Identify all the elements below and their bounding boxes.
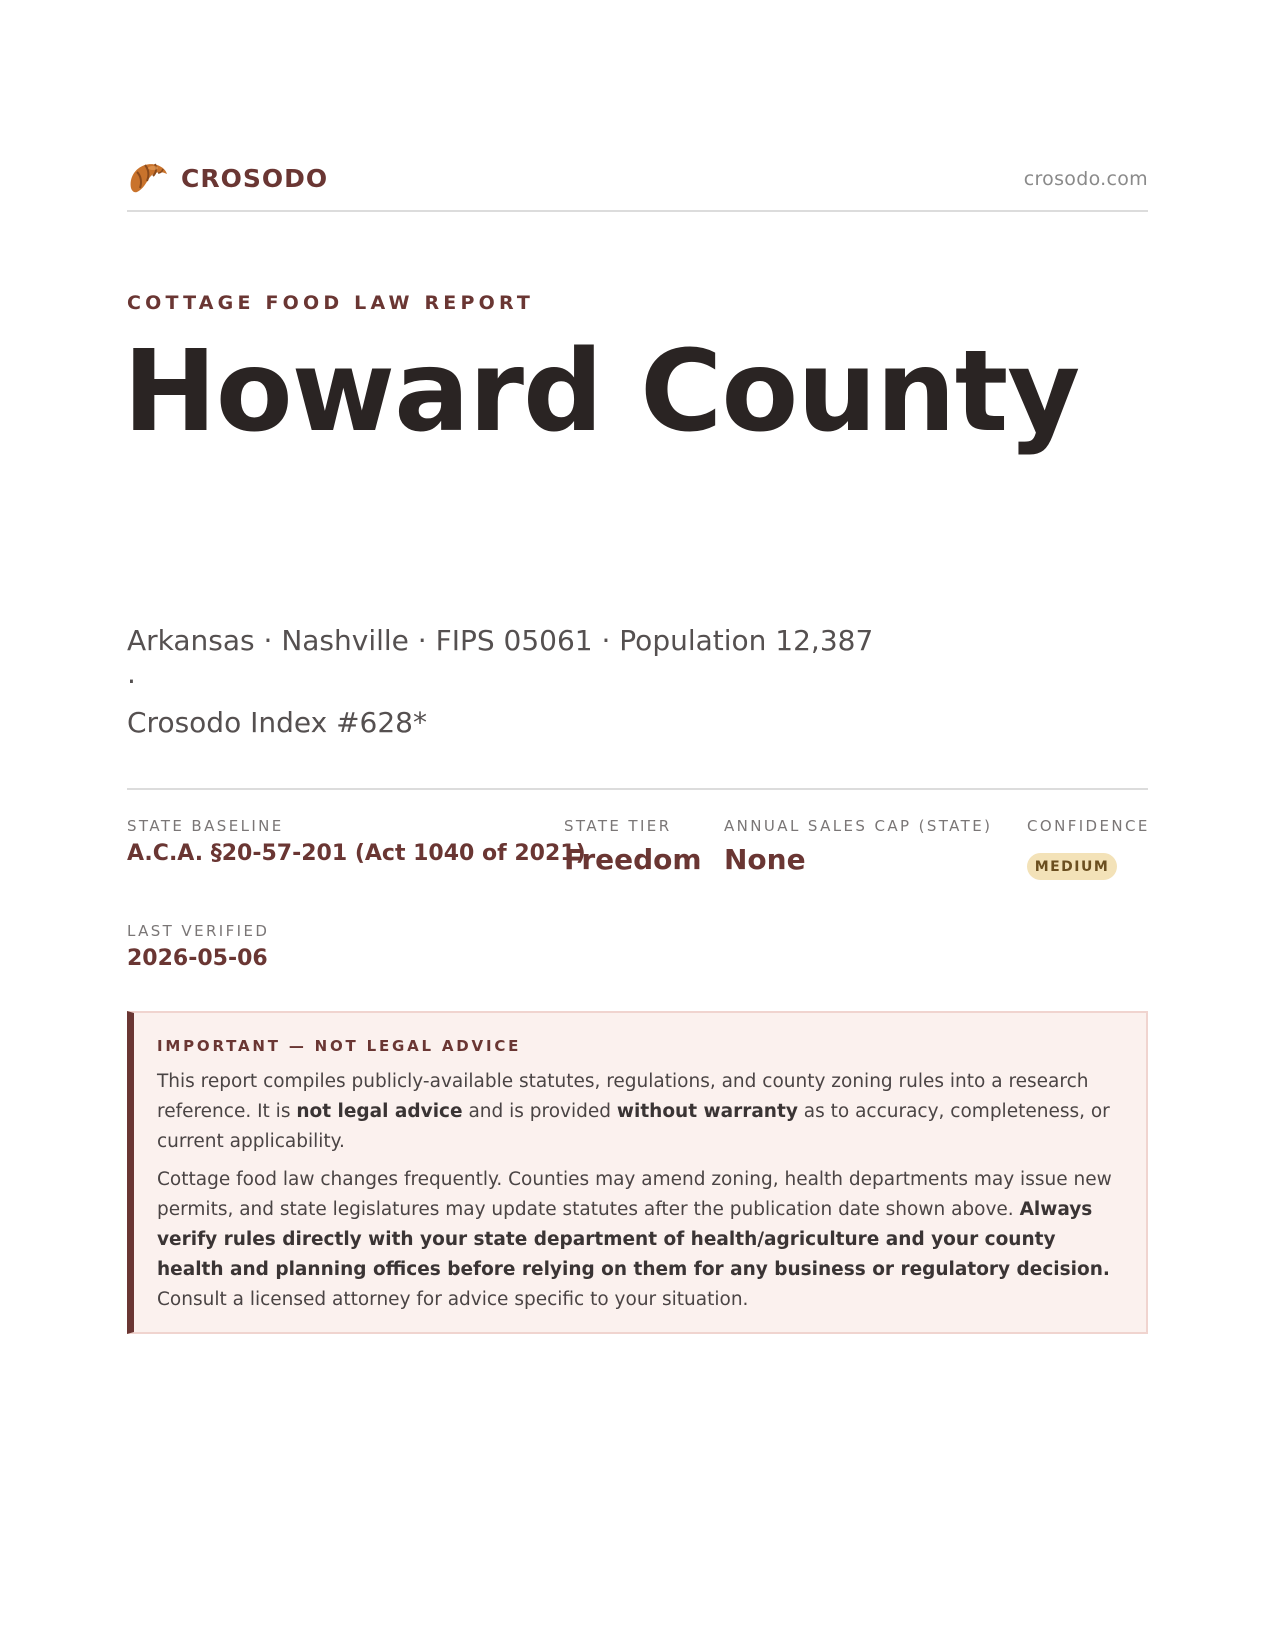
county-summary-line2: Crosodo Index #628* <box>127 706 427 739</box>
notice-text: Consult a licensed attorney for advice specific to your situation. <box>157 1289 749 1310</box>
state-baseline-value: A.C.A. §20-57-201 (Act 1040 of 2021) <box>127 841 586 866</box>
croissant-icon <box>127 158 169 198</box>
notice-emphasis: Always verify rules directly with your state department of health/agriculture and your county health and planning offices before relying on them for any business or regulatory decision. <box>157 1199 1110 1280</box>
legal-notice <box>127 1011 1148 1334</box>
notice-text: as to accuracy, completeness, or current applicability. <box>157 1101 1110 1152</box>
notice-emphasis: without warranty <box>616 1101 798 1122</box>
state-tier-label: STATE TIER <box>564 817 672 835</box>
county-summary <box>127 620 887 743</box>
notice-text: and is provided <box>462 1101 617 1122</box>
site-url[interactable]: crosodo.com <box>1023 168 1148 190</box>
header-bar <box>127 158 1148 212</box>
county-summary-line1: Arkansas · Nashville · FIPS 05061 · Population 12,387 · <box>127 624 874 698</box>
last-verified-label: LAST VERIFIED <box>127 922 270 940</box>
confidence-label: CONFIDENCE <box>1027 817 1150 835</box>
state-tier-value: Freedom <box>564 843 702 876</box>
report-eyebrow: COTTAGE FOOD LAW REPORT <box>127 292 535 314</box>
state-baseline-label: STATE BASELINE <box>127 817 284 835</box>
brand-name: CROSODO <box>181 163 329 193</box>
page-title: Howard County <box>123 327 1080 457</box>
notice-paragraph-2 <box>157 1165 1127 1315</box>
notice-paragraph-1 <box>157 1067 1127 1157</box>
notice-text: This report compiles publicly-available statutes, regulations, and county zoning rules into a research reference. It is <box>157 1071 1089 1122</box>
divider <box>127 788 1148 790</box>
last-verified-value: 2026-05-06 <box>127 946 268 971</box>
brand[interactable] <box>127 158 328 198</box>
notice-emphasis: not legal advice <box>296 1101 463 1122</box>
notice-text: Cottage food law changes frequently. Counties may amend zoning, health departments may issue new permits, and state legislatures may update statutes after the publication date shown above. <box>157 1169 1112 1220</box>
notice-heading: IMPORTANT — NOT LEGAL ADVICE <box>157 1037 522 1055</box>
sales-cap-value: None <box>724 843 806 876</box>
sales-cap-label: ANNUAL SALES CAP (STATE) <box>724 817 993 835</box>
confidence-badge: MEDIUM <box>1027 853 1117 880</box>
